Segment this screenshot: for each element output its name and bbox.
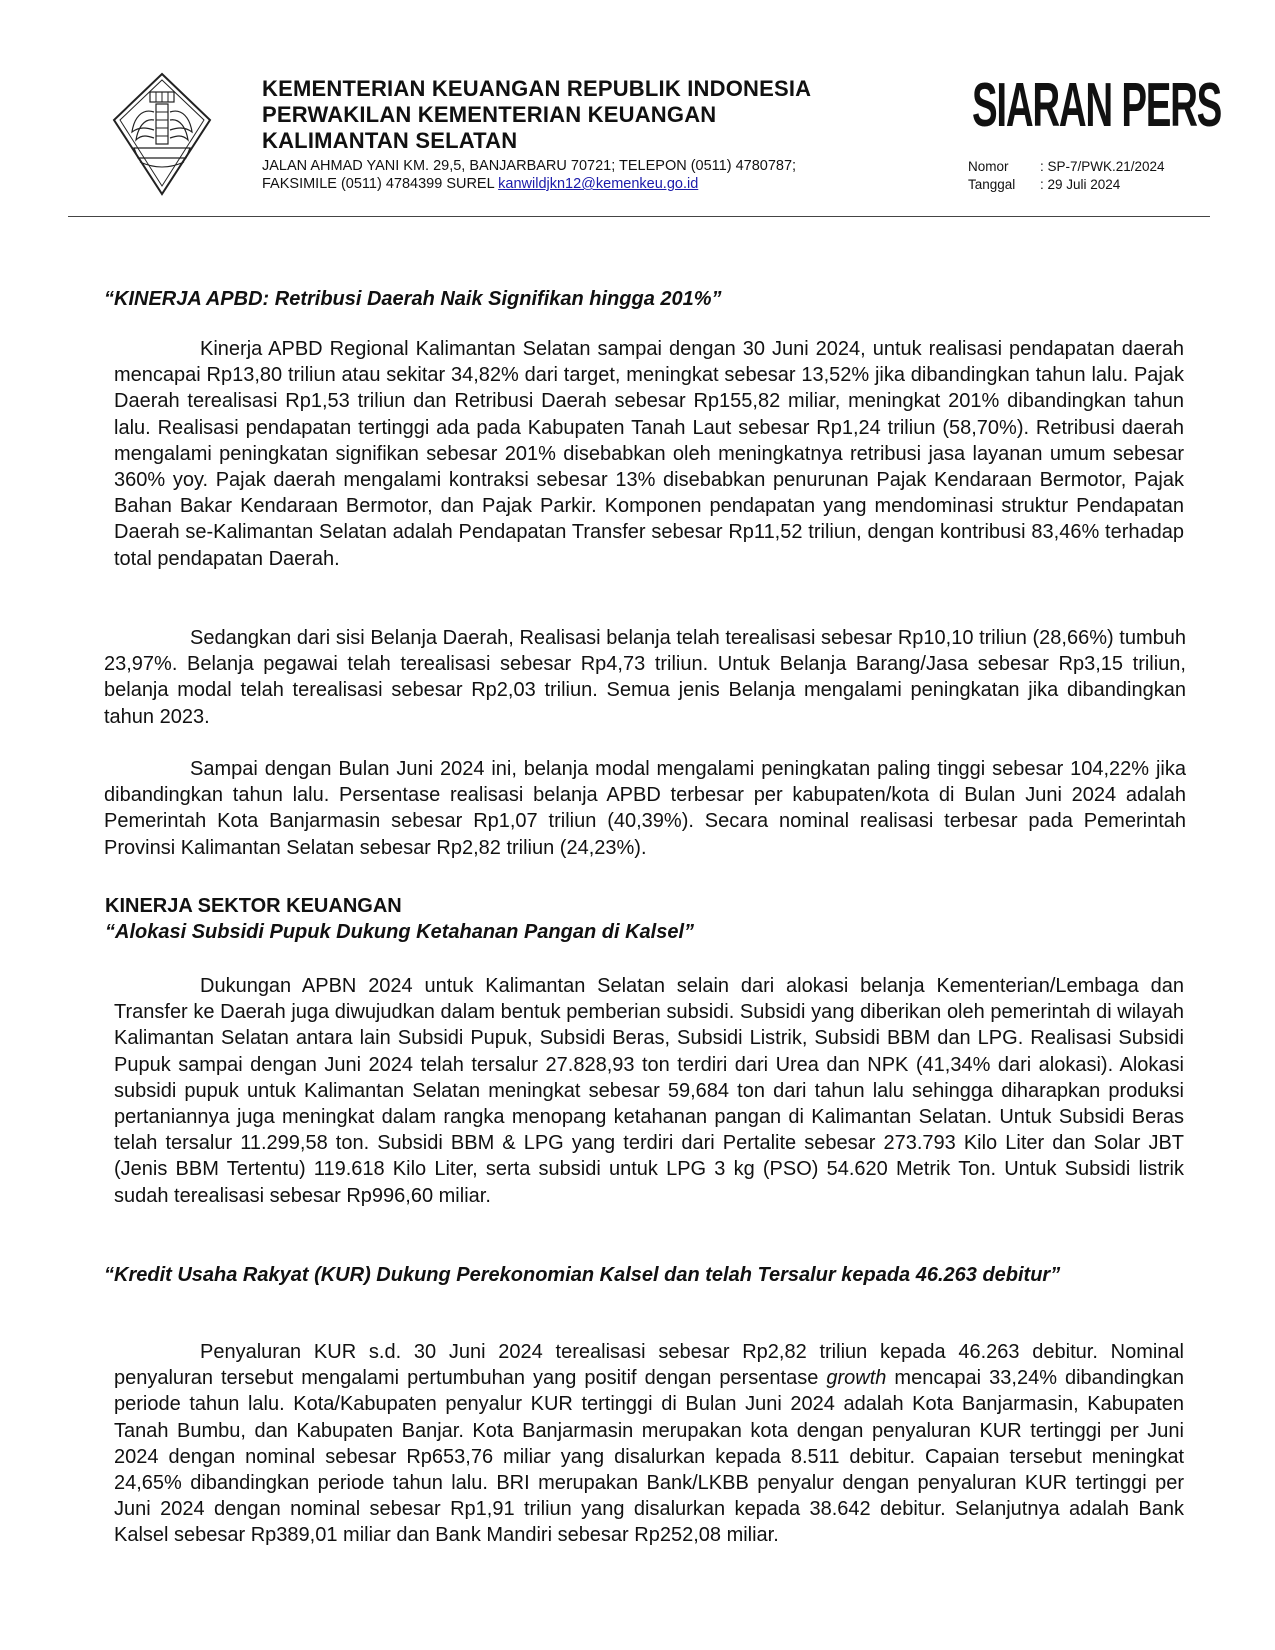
- section2-heading: [105, 893, 694, 945]
- section1-paragraph2: [104, 625, 1186, 730]
- nomor-row: [968, 158, 1165, 176]
- section2-heading-text: KINERJA SEKTOR KEUANGAN: [105, 895, 402, 917]
- section2-p1-text: Dukungan APBN 2024 untuk Kalimantan Selatan selain dari alokasi belanja Kementerian/Lembaga dan Transfer ke Daerah juga diwujudkan dalam bentuk pemberian subsidi. Subsidi yang diberikan oleh pemerintah di wilayah Kalimantan Selatan antara lain Subsidi Pupuk, Subsidi Beras, Subsidi Listrik, Subsidi BBM dan LPG. Realisasi Subsidi Pupuk sampai dengan Juni 2024 telah tersalur 27.828,93 ton terdiri dari Urea dan NPK (41,34% dari alokasi). Alokasi subsidi pupuk untuk Kalimantan Selatan meningkat sebesar 59,684 ton dari tahun lalu sehingga diharapkan produksi pertaniannya juga meningkat dalam rangka menopang ketahanan pangan di Kalimantan Selatan. Untuk Subsidi Beras telah tersalur 11.299,58 ton. Subsidi BBM & LPG yang terdiri dari Pertalite sebesar 273.793 Kilo Liter dan Solar JBT (Jenis BBM Tertentu) 119.618 Kilo Liter, serta subsidi untuk LPG 3 kg (PSO) 54.620 Metrik Ton. Untuk Subsidi listrik sudah terealisasi sebesar Rp996,60 miliar.: [114, 975, 1184, 1207]
- document-meta: [968, 158, 1165, 194]
- growth-term: growth: [826, 1367, 887, 1390]
- section3-p1-text: [114, 1339, 1184, 1549]
- section1-p3-text: Sampai dengan Bulan Juni 2024 ini, belanja modal mengalami peningkatan paling tinggi sebesar 104,22% jika dibandingkan tahun lalu. Persentase realisasi belanja APBD terbesar per kabupaten/kota di Bulan Juni 2024 adalah Pemerintah Kota Banjarmasin sebesar Rp1,07 triliun (40,39%). Secara nominal realisasi terbesar pada Pemerintah Provinsi Kalimantan Selatan sebesar Rp2,82 triliun (24,23%).: [104, 758, 1186, 859]
- kemenkeu-logo: [112, 72, 212, 196]
- section3-p1-part2: mencapai 33,24% dibandingkan periode tahun lalu. Kota/Kabupaten penyalur KUR tertinggi di Bulan Juni 2024 adalah Kota Banjarmasin, Kabupaten Tanah Bumbu, dan Kabupaten Banjar. Kota Banjarmasin merupakan kota dengan penyaluran KUR tertinggi per Juni 2024 dengan nominal sebesar Rp653,76 miliar yang disalurkan kepada 8.511 debitur. Capaian tersebut meningkat 24,65% dibandingkan periode tahun lalu. BRI merupakan Bank/LKBB penyalur dengan penyaluran KUR tertinggi per Juni 2024 dengan nominal sebesar Rp1,91 triliun yang disalurkan kepada 38.642 debitur. Selanjutnya adalah Bank Kalsel sebesar Rp389,01 miliar dan Bank Mandiri sebesar Rp252,08 miliar.: [114, 1367, 1184, 1547]
- fax-text: FAKSIMILE (0511) 4784399 SUREL: [262, 176, 499, 192]
- section1-p1-text: Kinerja APBD Regional Kalimantan Selatan sampai dengan 30 Juni 2024, untuk realisasi pendapatan daerah mencapai Rp13,80 triliun atau sekitar 34,82% dari target, meningkat sebesar 13,52% jika dibandingkan tahun lalu. Pajak Daerah terealisasi Rp1,53 triliun dan Retribusi Daerah sebesar Rp155,82 miliar, meningkat 201% dibandingkan tahun lalu. Realisasi pendapatan tertinggi ada pada Kabupaten Tanah Laut sebesar Rp1,24 triliun (58,70%). Retribusi daerah mengalami peningkatan signifikan sebesar 201% disebabkan oleh meningkatnya retribusi jasa layanan umum sebesar 360% yoy. Pajak daerah mengalami kontraksi sebesar 13% disebabkan penurunan Pajak Kendaraan Bermotor, Pajak Bahan Bakar Kendaraan Bermotor, dan Pajak Parkir. Komponen pendapatan yang mendominasi struktur Pendapatan Daerah se-Kalimantan Selatan adalah Pendapatan Transfer sebesar Rp11,52 triliun, dengan kontribusi 83,46% terhadap total pendapatan Daerah.: [114, 338, 1184, 570]
- section1-title: “KINERJA APBD: Retribusi Daerah Naik Signifikan hingga 201%”: [104, 288, 722, 310]
- section2-paragraph1: [114, 973, 1184, 1209]
- siaran-pers-badge: SIARAN PERS: [972, 71, 1222, 140]
- section3-paragraph1: [114, 1339, 1184, 1549]
- tanggal-label: Tanggal: [968, 177, 1016, 192]
- organization-block: [262, 76, 811, 193]
- org-name-line3: KALIMANTAN SELATAN: [262, 128, 518, 153]
- org-name-line1: KEMENTERIAN KEUANGAN REPUBLIK INDONESIA: [262, 76, 812, 101]
- nomor-label: Nomor: [968, 159, 1009, 174]
- section1-paragraph3: [104, 756, 1186, 861]
- section1-paragraph1: [114, 336, 1184, 572]
- section3-p1-part1: Penyaluran KUR s.d. 30 Juni 2024 terealisasi sebesar Rp2,82 triliun kepada 46.263 debitur. Nominal penyaluran tersebut mengalami pertumbuhan yang positif dengan persentase: [114, 1341, 1184, 1390]
- nomor-value: : SP-7/PWK.21/2024: [1040, 159, 1165, 174]
- letterhead: [0, 0, 1275, 220]
- tanggal-value: : 29 Juli 2024: [1040, 177, 1121, 192]
- email-link[interactable]: kanwildjkn12@kemenkeu.go.id: [498, 176, 699, 192]
- org-name-line2: PERWAKILAN KEMENTERIAN KEUANGAN: [262, 102, 717, 127]
- section2-subtitle: “Alokasi Subsidi Pupuk Dukung Ketahanan Pangan di Kalsel”: [105, 921, 694, 943]
- header-divider: [68, 216, 1210, 217]
- address-line2: [262, 175, 811, 193]
- section1-p2-text: Sedangkan dari sisi Belanja Daerah, Realisasi belanja telah terealisasi sebesar Rp10,10 triliun (28,66%) tumbuh 23,97%. Belanja pegawai telah terealisasi sebesar Rp4,73 triliun. Untuk Belanja Barang/Jasa sebesar Rp3,15 triliun, belanja modal telah terealisasi sebesar Rp2,03 triliun. Semua jenis Belanja mengalami peningkatan jika dibandingkan tahun 2023.: [104, 627, 1186, 728]
- section3-title: “Kredit Usaha Rakyat (KUR) Dukung Perekonomian Kalsel dan telah Tersalur kepada 46.263 debitur”: [104, 1264, 1061, 1286]
- address-line1: JALAN AHMAD YANI KM. 29,5, BANJARBARU 70721; TELEPON (0511) 4780787;: [262, 158, 797, 174]
- tanggal-row: [968, 176, 1165, 194]
